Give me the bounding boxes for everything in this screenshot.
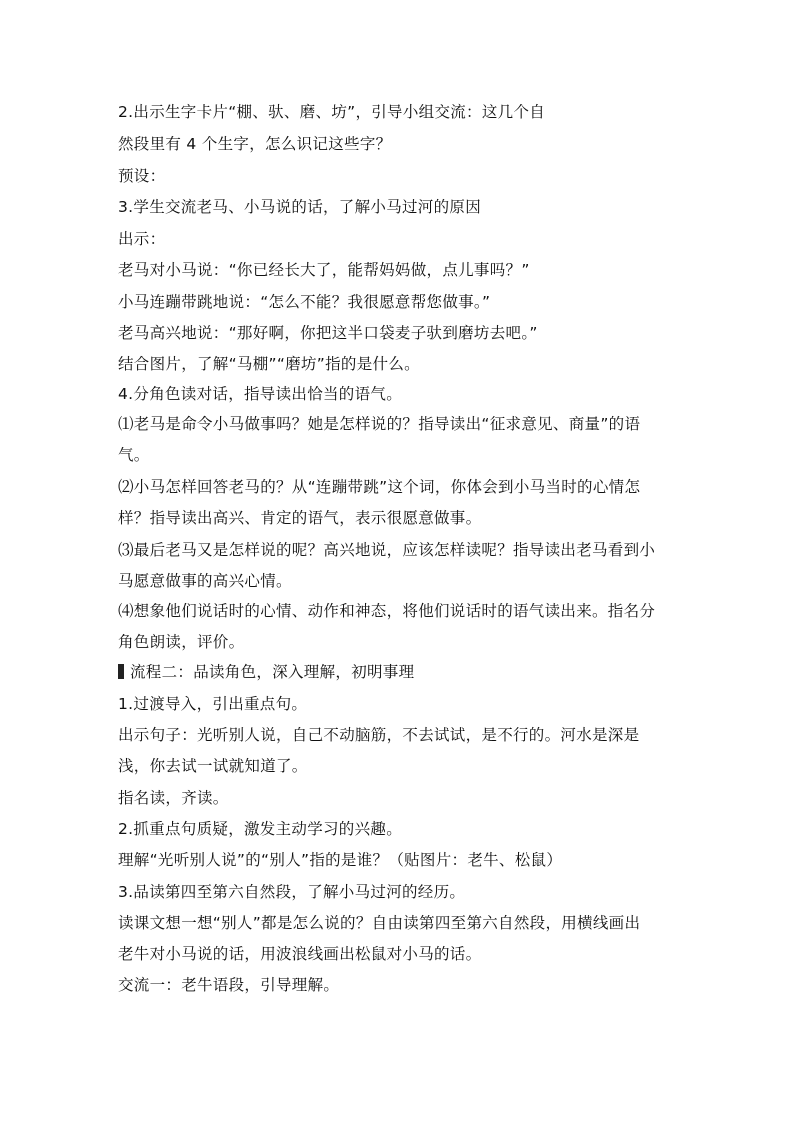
section-heading: 流程二：品读角色，深入理解，初明事理 [130, 663, 415, 681]
text-line: 预设： [118, 167, 166, 185]
text-line: 读课文想一想“别人”都是怎么说的？自由读第四至第六自然段，用横线画出 [118, 914, 641, 932]
section-marker [118, 664, 124, 679]
text-line: ⑵小马怎样回答老马的？从“连蹦带跳”这个词，你体会到小马当时的心情怎 [118, 478, 641, 496]
text-line: 角色朗读，评价。 [118, 633, 245, 651]
text-line: 4.分角色读对话，指导读出恰当的语气。 [118, 385, 402, 403]
text-line: 出示： [118, 230, 166, 248]
text-line: 1.过渡导入，引出重点句。 [118, 695, 308, 713]
text-line: 3.品读第四至第六自然段，了解小马过河的经历。 [118, 883, 466, 901]
text-line: 老马高兴地说：“那好啊，你把这半口袋麦子驮到磨坊去吧。” [118, 324, 538, 342]
text-line: ⑶最后老马又是怎样说的呢？高兴地说，应该怎样读呢？指导读出老马看到小 [118, 541, 656, 559]
text-line: 气。 [118, 446, 150, 464]
text-line: 2.出示生字卡片“棚、驮、磨、坊”，引导小组交流：这几个自 [118, 103, 546, 121]
text-line: 结合图片，了解“马棚”“磨坊”指的是什么。 [118, 355, 420, 373]
text-line: 浅，你去试一试就知道了。 [118, 757, 308, 775]
text-line: 出示句子：光听别人说，自己不动脑筋，不去试试，是不行的。河水是深是 [118, 726, 640, 744]
text-line: 交流一：老牛语段，引导理解。 [118, 976, 340, 994]
text-line: 指名读，齐读。 [118, 789, 229, 807]
text-line: ⑷想象他们说话时的心情、动作和神态，将他们说话时的语气读出来。指名分 [118, 602, 656, 620]
text-line: 然段里有 4 个生字，怎么识记这些字？ [118, 135, 392, 153]
text-line: 3.学生交流老马、小马说的话，了解小马过河的原因 [118, 198, 481, 216]
text-line: 老马对小马说：“你已经长大了，能帮妈妈做，点儿事吗？” [118, 261, 530, 279]
text-line: ⑴老马是命令小马做事吗？她是怎样说的？指导读出“征求意见、商量”的语 [118, 415, 641, 433]
text-line: 马愿意做事的高兴心情。 [118, 572, 292, 590]
text-line: 小马连蹦带跳地说：“怎么不能？我很愿意帮您做事。” [118, 293, 491, 311]
text-line: 老牛对小马说的话，用波浪线画出松鼠对小马的话。 [118, 945, 482, 963]
text-line: 样？指导读出高兴、肯定的语气，表示很愿意做事。 [118, 509, 482, 527]
text-line: 理解“光听别人说”的“别人”指的是谁？（贴图片：老牛、松鼠） [118, 851, 563, 869]
text-line: 2.抓重点句质疑，激发主动学习的兴趣。 [118, 820, 402, 838]
